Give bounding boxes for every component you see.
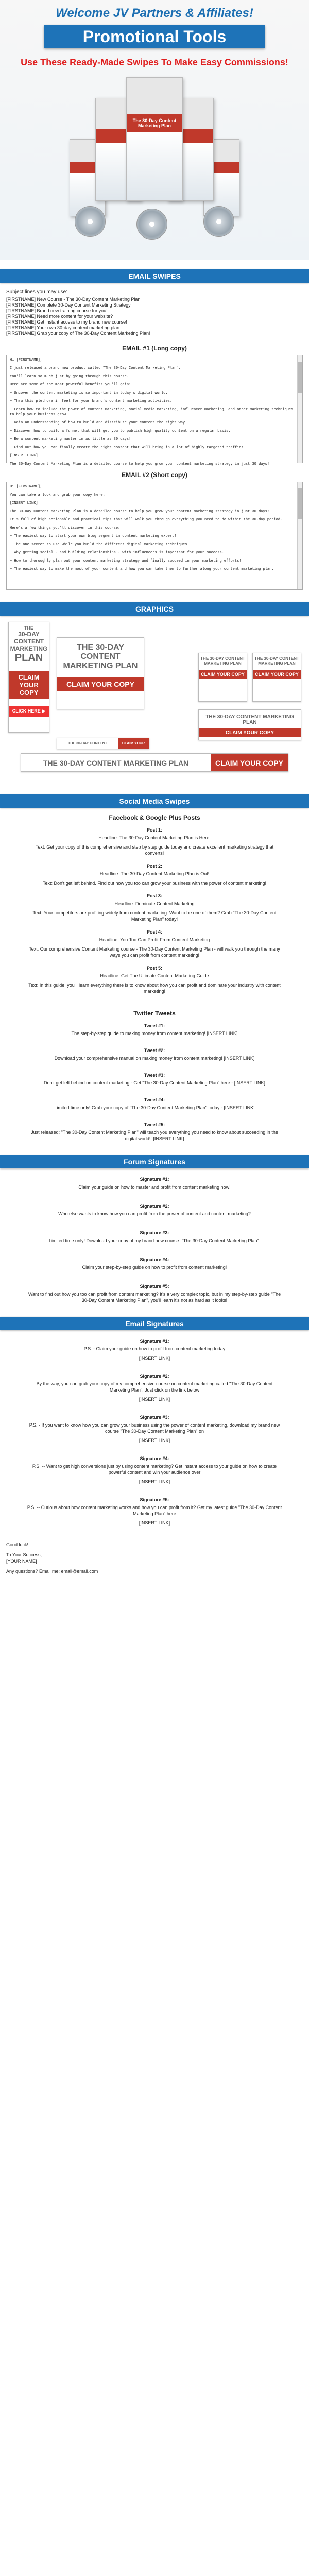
signature-text: P.S. -- Curious about how content marketing works and how you can profit from it? Get my latest guide "The 30-Day Content Marketing Plan" here: [27, 1505, 282, 1516]
email-line: The 30-Day Content Marketing Plan is a detailed course to help you grow your content marketing strategy in just 30 days!: [10, 462, 270, 466]
hero-header: [0, 0, 309, 260]
tweet-item: [6, 1073, 303, 1086]
footer-goodluck: Good luck!: [6, 1542, 29, 1547]
footer-name: [YOUR NAME]: [6, 1558, 37, 1564]
email-line: Here are some of the most powerful benefits you'll gain:: [10, 383, 131, 387]
tweet-text: Just released: "The 30-Day Content Marketing Plan" will teach you everything you need to know about succeeding in the digital world!! [INSERT LINK]: [31, 1130, 278, 1141]
email-line: The 30-Day Content Marketing Plan is a detailed course to help you grow your content marketing strategy in just 30 days!: [10, 510, 270, 514]
email-line: ~ Learn how to include the power of content marketing, social media marketing, influencer marketing, and other marketing techniques to help your business grow.: [10, 408, 294, 417]
subject-line: [FIRSTNAME] New Course - The 30-Day Content Marketing Plan: [6, 297, 141, 302]
signature-label: Signature #4:: [140, 1456, 169, 1461]
email-swipes-heading: EMAIL SWIPES: [0, 269, 309, 283]
facebook-heading: Facebook & Google Plus Posts: [109, 814, 200, 821]
ad-title: THE 30-DAY CONTENT MARKETING PLAN: [205, 714, 294, 725]
post-headline: Headline: Dominate Content Marketing: [114, 901, 195, 906]
cd-disc-right: [203, 206, 234, 237]
signature-label: Signature #1:: [140, 1338, 169, 1344]
cd-disc-left: [75, 206, 106, 237]
tagline: Use These Ready-Made Swipes To Make Easy Commissions!: [21, 57, 288, 67]
cd-disc-center: [136, 209, 167, 240]
email-line: ~ The easiest way to make the most of your content and how you can take them to further along your content marketing plan.: [10, 567, 274, 571]
email-line: [INSERT LINK]: [10, 454, 38, 458]
post-headline: Headline: The 30-Day Content Marketing Plan is Here!: [98, 835, 211, 840]
signature-link: [INSERT LINK]: [139, 1479, 170, 1484]
email-line: ~ The one secret to use while you build the different digital marketing techniques.: [10, 543, 190, 547]
footer-success: To Your Success,: [6, 1552, 42, 1557]
tweet-item: [6, 1097, 303, 1111]
tweet-text: The step-by-step guide to making money from content marketing! [INSERT LINK]: [71, 1031, 238, 1036]
ad-claim: CLAIM YOUR COPY: [199, 670, 247, 679]
claim-word: CLAIM: [18, 673, 40, 681]
email-signature: [6, 1456, 303, 1485]
email-line: ~ Why getting social - and building relationships - with influencers is important for your success.: [10, 551, 224, 555]
product-box-main: [126, 77, 183, 201]
ad-banner-small[interactable]: [57, 738, 149, 749]
post-text: Text: Don't get left behind. Find out how you too can grow your business with the power of content marketing!: [43, 880, 266, 886]
title-banner: Promotional Tools: [44, 25, 265, 48]
signature-link: [INSERT LINK]: [139, 1397, 170, 1402]
ad-claim: CLAIM YOUR COPY: [199, 728, 301, 737]
subject-line: [FIRSTNAME] Your own 30-day content marketing plan: [6, 325, 120, 330]
email-line: ~ Uncover the content marketing is so important in today's digital world.: [10, 391, 168, 395]
forum-signature: [6, 1230, 303, 1244]
signature-text: Claim your step-by-step guide on how to profit from content marketing!: [82, 1265, 227, 1270]
forum-signature: [6, 1257, 303, 1270]
signature-text: P.S. - Claim your guide on how to profit from content marketing today: [83, 1346, 226, 1351]
signature-text: Limited time only! Download your copy of my brand new course: "The 30-Day Content Marketing Plan".: [48, 1238, 261, 1243]
post-text: Text: Get your copy of this comprehensive and step by step guide today and create excellent marketing strategy that converts!: [35, 844, 274, 856]
product-title: The 30-Day Content Marketing Plan: [127, 114, 182, 131]
signature-link: [INSERT LINK]: [139, 1438, 170, 1443]
ad-small-2[interactable]: [252, 653, 301, 702]
signature-link: [INSERT LINK]: [139, 1520, 170, 1526]
post-item: [6, 893, 303, 922]
subject-lines-title: Subject lines you may use:: [6, 289, 67, 295]
twitter-heading: Twitter Tweets: [133, 1010, 176, 1017]
email-line: ~ The easiest way to start your own blog segment in content marketing expert!: [10, 534, 177, 538]
post-label: Post 2:: [146, 863, 162, 869]
signature-label: Signature #5:: [140, 1284, 169, 1289]
forum-signature: [6, 1177, 303, 1190]
post-headline: Headline: The 30-Day Content Marketing Plan is Out!: [99, 871, 210, 876]
tweet-label: Tweet #1:: [144, 1023, 165, 1028]
email2-title: EMAIL #2 (Short copy): [122, 471, 187, 479]
signature-label: Signature #2:: [140, 1204, 169, 1209]
ad-claim: CLAIM YOUR COPY: [253, 670, 301, 679]
forum-heading: Forum Signatures: [0, 1155, 309, 1168]
signature-text: Who else wants to know how you can profit from the power of content and content marketing?: [58, 1211, 251, 1216]
post-text: Text: Your competitors are profiting widely from content marketing. Want to be one of them? Grab "The 30-Day Content Marketing Plan" today!: [32, 910, 277, 922]
email-swipes-section: [0, 289, 309, 590]
tweet-label: Tweet #3:: [144, 1073, 165, 1078]
signature-label: Signature #3:: [140, 1415, 169, 1420]
email-signature: [6, 1374, 303, 1402]
post-label: Post 4:: [146, 929, 162, 935]
forum-signature: [6, 1284, 303, 1303]
email2-textarea[interactable]: [6, 482, 303, 590]
ad-claim: CLAIM YOUR COPY: [211, 754, 288, 771]
ad-square-large[interactable]: [57, 637, 144, 709]
email-signature: [6, 1497, 303, 1526]
footer-contact: Any questions? Email me: email@email.com: [6, 1569, 98, 1574]
ad-title: THE 30-DAY CONTENT: [68, 742, 107, 745]
ad-title-line: MARKETING: [10, 645, 48, 652]
ad-claim: [9, 671, 49, 699]
claim-word: YOUR: [19, 681, 39, 689]
subject-line: [FIRSTNAME] Get instant access to my brand new course!: [6, 319, 127, 325]
tweet-text: Don't get left behind on content marketing - Get "The 30-Day Content Marketing Plan" here - [INSERT LINK]: [44, 1080, 265, 1086]
subject-line: [FIRSTNAME] Grab your copy of The 30-Day Content Marketing Plan!: [6, 331, 150, 336]
email1-scrollbar[interactable]: [297, 355, 302, 463]
email-line: ~ Thru this plethora in feel for your brand's content marketing activities.: [10, 399, 173, 403]
tweet-item: [6, 1122, 303, 1142]
email1-textarea[interactable]: [6, 355, 303, 466]
email-line: ~ Be a content marketing master in as little as 30 days!: [10, 437, 131, 442]
email-line: ~ Find out how you can finally create the right content that will bring in a lot of highly targeted traffic!: [10, 446, 244, 450]
ad-claim: CLAIM YOUR: [118, 738, 149, 749]
post-label: Post 5:: [146, 965, 162, 971]
graphics-section: [0, 622, 309, 774]
signature-label: Signature #4:: [140, 1257, 169, 1262]
tweet-label: Tweet #4:: [144, 1097, 165, 1103]
post-item: [6, 827, 303, 856]
email-line: ~ Discover how to build a funnel that will get you to publish high quality content on a regular basis.: [10, 429, 231, 433]
post-text: Text: In this guide, you'll learn everything there is to know about how you can profit and dominate your industry with content marketing!: [28, 982, 281, 994]
ad-leaderboard[interactable]: [21, 753, 288, 772]
email2-scrollbar[interactable]: [297, 482, 302, 589]
ad-click-button[interactable]: CLICK HERE ▶: [9, 706, 49, 717]
subject-line: [FIRSTNAME] Need more content for your website?: [6, 314, 113, 319]
email-signature: [6, 1338, 303, 1361]
post-label: Post 1:: [146, 827, 162, 833]
signature-label: Signature #5:: [140, 1497, 169, 1502]
tweet-label: Tweet #5:: [144, 1122, 165, 1127]
post-text: Text: Our comprehensive Content Marketing course - The 30-Day Content Marketing Plan - will walk you through the many ways you can profit from content marketing!: [29, 946, 280, 958]
graphics-heading: GRAPHICS: [0, 602, 309, 616]
post-item: [6, 863, 303, 886]
ad-skyscraper[interactable]: [8, 622, 49, 733]
ad-claim: CLAIM YOUR COPY: [57, 677, 144, 691]
ad-title-line: 30-DAY CONTENT: [14, 631, 44, 645]
post-item: [6, 929, 303, 958]
ad-title: THE 30-DAY CONTENT MARKETING PLAN: [254, 656, 299, 666]
footer: [0, 1538, 309, 1578]
email-line: I just released a brand new product called "The 30-Day Content Marketing Plan".: [10, 366, 181, 370]
tweet-item: [6, 1023, 303, 1037]
ad-medium-rect[interactable]: [198, 709, 301, 740]
claim-word: COPY: [19, 689, 39, 697]
post-headline: Headline: Get The Ultimate Content Marketing Guide: [100, 973, 209, 978]
ad-title: THE 30-DAY CONTENT MARKETING PLAN: [63, 643, 138, 670]
email-line: It's full of high actionable and practical tips that will walk you through everything you need to do within the 30-day period.: [10, 518, 283, 522]
email-line: Hi [FIRSTNAME],: [10, 485, 43, 489]
post-label: Post 3:: [146, 893, 162, 899]
signature-label: Signature #2:: [140, 1374, 169, 1379]
tweet-label: Tweet #2:: [144, 1048, 165, 1053]
email-signatures-section: [0, 1338, 309, 1526]
ad-title: THE 30-DAY CONTENT MARKETING PLAN: [43, 759, 189, 767]
social-section: [0, 814, 309, 1142]
signature-label: Signature #1:: [140, 1177, 169, 1182]
social-heading: Social Media Swipes: [0, 794, 309, 808]
signature-label: Signature #3:: [140, 1230, 169, 1235]
signature-text: Want to find out how you too can profit from content marketing? It's a very complex topic, but in my step-by-step guide "The 30-Day Content Marketing Plan", you'll learn it's not as hard as it looks!: [28, 1292, 281, 1303]
subject-line: [FIRSTNAME] Complete 30-Day Content Marketing Strategy: [6, 302, 131, 308]
email-signatures-heading: Email Signatures: [0, 1317, 309, 1330]
tweet-text: Download your comprehensive manual on making money from content marketing! [INSERT LINK]: [54, 1056, 255, 1061]
post-item: [6, 965, 303, 994]
email-line: Hi [FIRSTNAME],: [10, 358, 43, 362]
tweet-text: Limited time only! Grab your copy of "The 30-Day Content Marketing Plan" today - [INSERT LINK]: [54, 1105, 255, 1110]
ad-title-line: PLAN: [14, 652, 43, 664]
subject-line: [FIRSTNAME] Brand new training course for you!: [6, 308, 108, 313]
forum-section: [0, 1177, 309, 1303]
ad-title: THE 30-DAY CONTENT MARKETING PLAN: [200, 656, 245, 666]
signature-link: [INSERT LINK]: [139, 1355, 170, 1361]
ad-title-line: THE: [24, 625, 33, 631]
subject-lines-list: [6, 297, 303, 336]
email-line: ~ Gain an understanding of how to build and distribute your content the right way.: [10, 421, 187, 425]
email-signature: [6, 1415, 303, 1444]
signature-text: P.S. - If you want to know how you can grow your business using the power of content marketing, download my brand new course "The 30-Day Content Marketing Plan" on: [29, 1422, 280, 1434]
welcome-heading: Welcome JV Partners & Affiliates!: [56, 6, 253, 20]
email-line: You can take a look and grab your copy here:: [10, 493, 105, 497]
email1-title: EMAIL #1 (Long copy): [122, 345, 187, 352]
tweet-item: [6, 1048, 303, 1061]
email-line: You'll learn so much just by going through this course.: [10, 375, 129, 379]
ad-small-1[interactable]: [198, 653, 247, 702]
email-line: Here's a few things you'll discover in this course:: [10, 526, 121, 530]
email-line: [INSERT LINK]: [10, 501, 38, 505]
signature-text: P.S. -- Want to get high conversions just by using content marketing? Get instant access to your guide on how to create powerful content and win your audience over: [32, 1464, 277, 1475]
email-line: ~ How to thoroughly plan out your content marketing strategy and finally succeed in your marketing efforts!: [10, 559, 242, 563]
signature-text: By the way, you can grab your copy of my comprehensive course on content marketing called "The 30-Day Content Marketing Plan". Just click on the link below: [36, 1381, 273, 1393]
signature-text: Claim your guide on how to master and profit from content marketing now!: [78, 1184, 231, 1190]
post-headline: Headline: You Too Can Profit From Content Marketing: [99, 937, 210, 942]
forum-signature: [6, 1204, 303, 1217]
product-bundle-image: [64, 77, 245, 242]
